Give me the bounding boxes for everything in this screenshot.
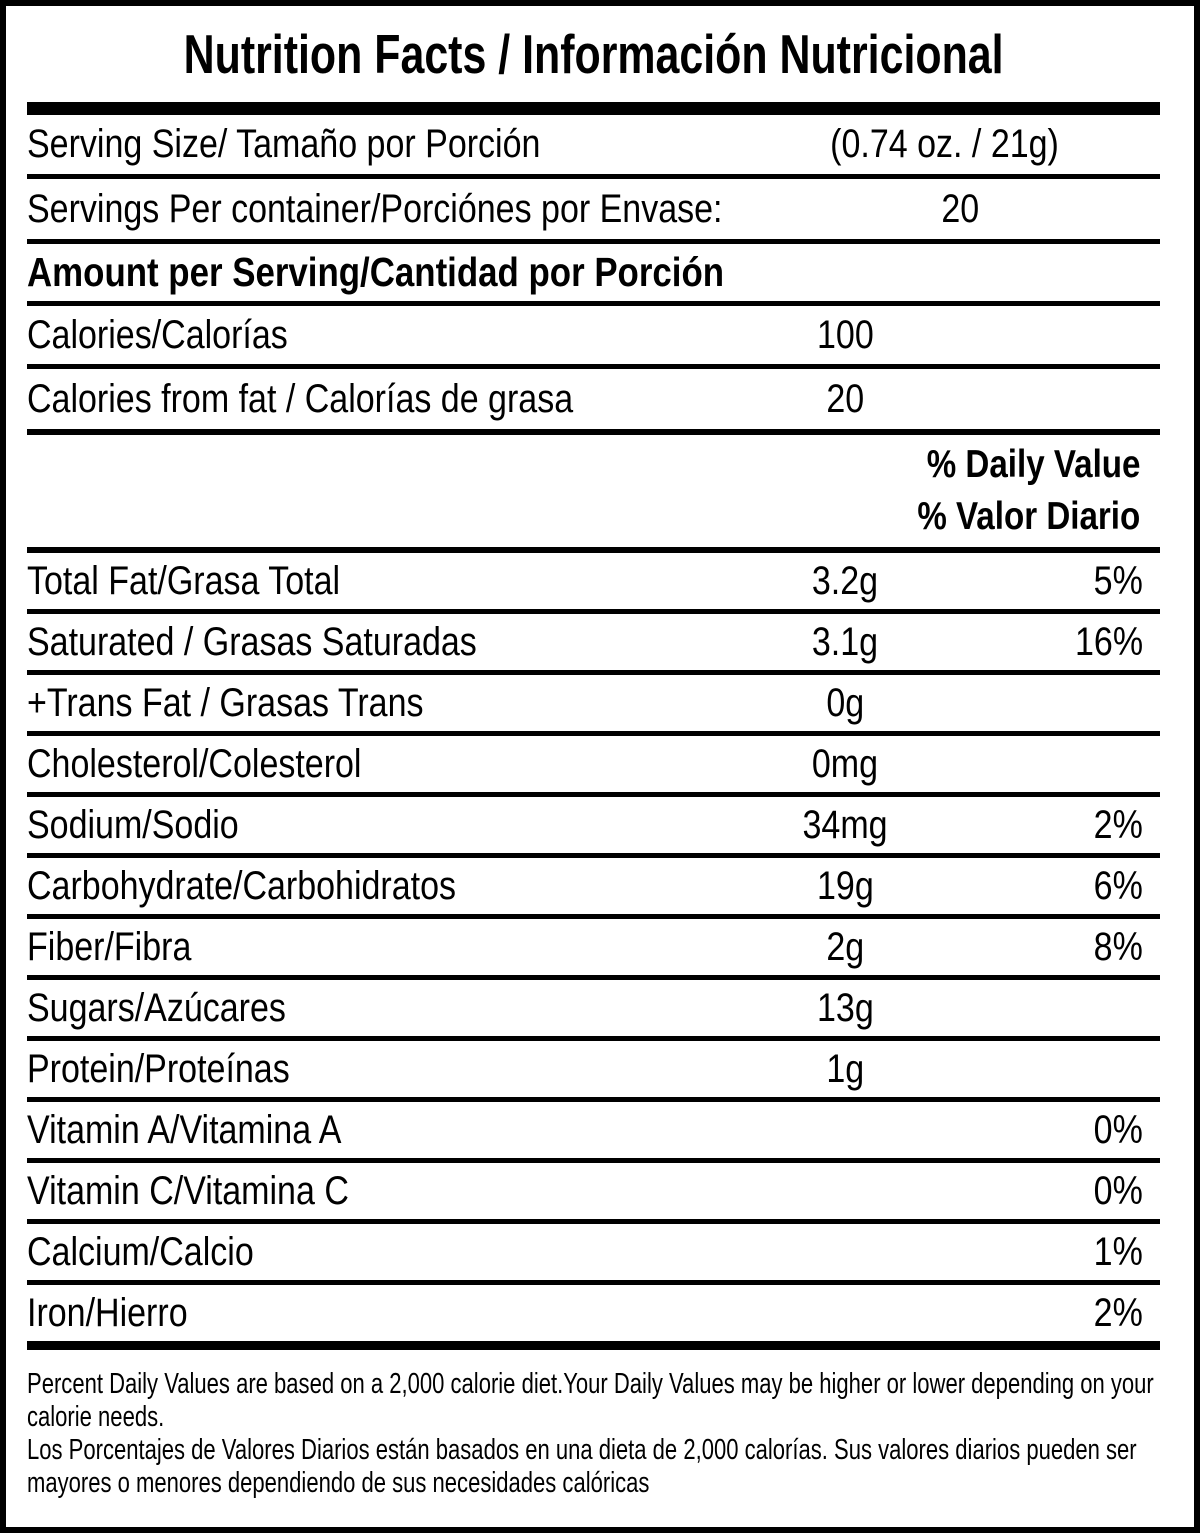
nutrient-label: Sodium/Sodio — [27, 802, 239, 847]
nutrient-row-trans-fat — [27, 675, 1160, 731]
footnote-line: Los Porcentajes de Valores Diarios están basados en una dieta de 2,000 calorías. Sus valores diarios pueden ser — [27, 1434, 1137, 1466]
serving-size-row — [27, 115, 1160, 174]
servings-per-container-label: Servings Per container/Porciónes por Envase: — [27, 186, 723, 231]
nutrient-daily-value: 16% — [1074, 619, 1143, 664]
calories-from-fat-value: 20 — [826, 376, 864, 421]
nutrient-label: Calcium/Calcio — [27, 1229, 254, 1274]
calories-label: Calories/Calorías — [27, 312, 288, 357]
label-title-row — [27, 6, 1160, 102]
daily-value-header-en: % Daily Value — [926, 443, 1140, 486]
footnote-line: calorie needs. — [27, 1401, 165, 1433]
nutrient-label: Vitamin A/Vitamina A — [27, 1107, 342, 1152]
nutrient-label: Sugars/Azúcares — [27, 985, 286, 1030]
calories-value: 100 — [816, 312, 874, 357]
nutrient-amount: 0g — [826, 680, 864, 725]
daily-value-header-block — [27, 435, 1160, 547]
nutrient-row-sodium — [27, 797, 1160, 853]
nutrient-row-protein — [27, 1041, 1160, 1097]
footnote-line: Percent Daily Values are based on a 2,000 calorie diet.Your Daily Values may be higher or lower depending on your — [27, 1368, 1154, 1400]
footnote-line: mayores o menores dependiendo de sus necesidades calóricas — [27, 1467, 650, 1499]
nutrient-amount: 13g — [816, 985, 874, 1030]
nutrient-row-saturated-fat — [27, 614, 1160, 670]
serving-size-label: Serving Size/ Tamaño por Porción — [27, 122, 541, 166]
nutrient-row-sugars — [27, 980, 1160, 1036]
amount-per-serving-header-row — [27, 244, 1160, 301]
amount-per-serving-header: Amount per Serving/Cantidad por Porción — [27, 249, 725, 295]
nutrient-daily-value: 1% — [1093, 1229, 1143, 1274]
nutrient-label: Iron/Hierro — [27, 1290, 188, 1335]
nutrient-amount: 3.1g — [811, 619, 879, 664]
nutrient-daily-value: 2% — [1093, 1290, 1143, 1335]
thick-bar-top — [27, 102, 1160, 115]
nutrient-amount: 0mg — [811, 741, 879, 786]
nutrient-amount: 2g — [826, 924, 864, 969]
calories-from-fat-label: Calories from fat / Calorías de grasa — [27, 376, 574, 421]
nutrient-daily-value: 5% — [1093, 558, 1143, 603]
nutrient-daily-value: 8% — [1093, 924, 1143, 969]
nutrient-row-cholesterol — [27, 736, 1160, 792]
daily-value-header-es: % Valor Diario — [917, 495, 1140, 538]
nutrient-row-calcium — [27, 1224, 1160, 1280]
nutrient-row-total-fat — [27, 553, 1160, 609]
servings-per-container-row — [27, 179, 1160, 239]
nutrient-amount: 19g — [816, 863, 874, 908]
nutrient-row-vitamin-a — [27, 1102, 1160, 1158]
nutrient-row-fiber — [27, 919, 1160, 975]
thick-bar-footer — [27, 1341, 1160, 1350]
nutrient-label: Total Fat/Grasa Total — [27, 558, 341, 603]
calories-row — [27, 306, 1160, 364]
calories-from-fat-row — [27, 369, 1160, 429]
nutrient-label: Saturated / Grasas Saturadas — [27, 619, 477, 664]
servings-per-container-value: 20 — [941, 186, 980, 231]
footnote — [27, 1350, 1160, 1500]
nutrient-label: Vitamin C/Vitamina C — [27, 1168, 349, 1213]
serving-size-value: (0.74 oz. / 21g) — [830, 122, 1060, 166]
nutrient-amount: 34mg — [802, 802, 888, 847]
nutrient-label: Protein/Proteínas — [27, 1046, 290, 1091]
nutrient-daily-value: 0% — [1093, 1107, 1143, 1152]
nutrient-row-iron — [27, 1285, 1160, 1341]
label-title: Nutrition Facts / Información Nutricional — [183, 23, 1004, 85]
nutrient-row-carbohydrate — [27, 858, 1160, 914]
nutrient-row-vitamin-c — [27, 1163, 1160, 1219]
nutrient-label: Carbohydrate/Carbohidratos — [27, 863, 457, 908]
nutrient-label: +Trans Fat / Grasas Trans — [27, 680, 424, 725]
nutrient-daily-value: 2% — [1093, 802, 1143, 847]
nutrient-amount: 1g — [826, 1046, 864, 1091]
nutrient-label: Fiber/Fibra — [27, 924, 192, 969]
nutrient-label: Cholesterol/Colesterol — [27, 741, 362, 786]
nutrient-amount: 3.2g — [811, 558, 879, 603]
nutrient-daily-value: 6% — [1093, 863, 1143, 908]
nutrient-daily-value: 0% — [1093, 1168, 1143, 1213]
